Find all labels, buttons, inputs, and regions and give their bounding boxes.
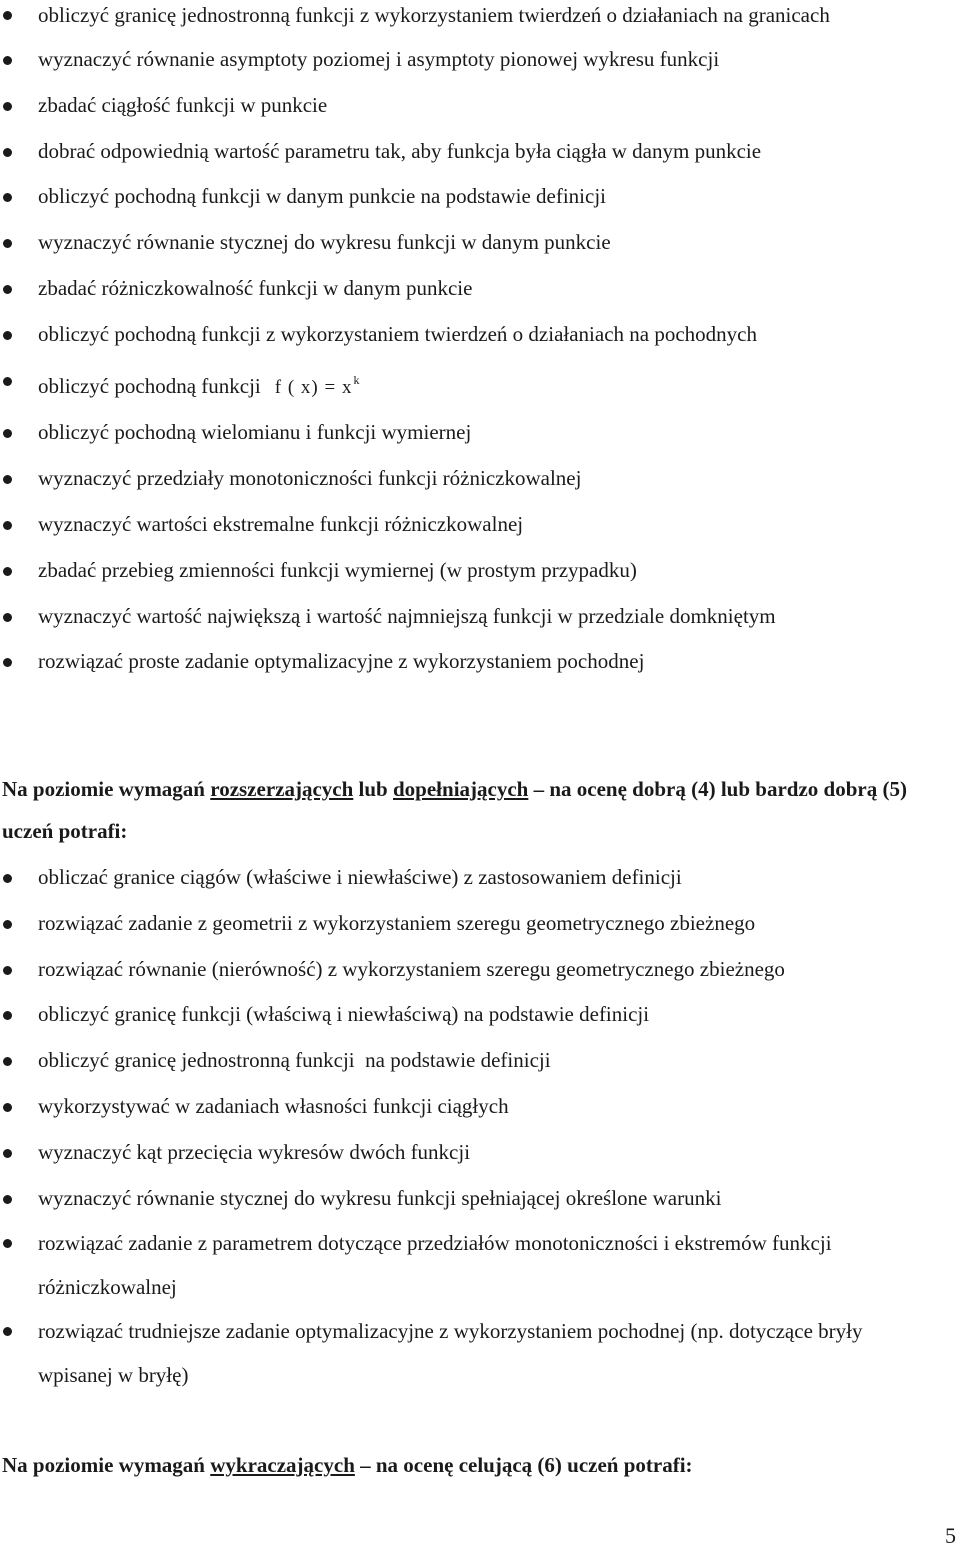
list-item-text: rozwiązać zadanie z geometrii z wykorzystaniem szeregu geometrycznego zbieżnego (38, 910, 756, 935)
list-item (0, 502, 960, 548)
list-item (0, 83, 960, 129)
heading-text: – na ocenę celującą (6) uczeń potrafi: (354, 1453, 693, 1477)
bullet-icon (3, 429, 12, 438)
list-item (0, 266, 960, 312)
list-item-text: obliczyć granicę funkcji (właściwą i niewłaściwą) na podstawie definicji (38, 1002, 650, 1027)
page-number: 5 (945, 1523, 956, 1548)
list-item-text: zbadać ciągłość funkcji w punkcie (38, 92, 328, 117)
list-item-text: zbadać różniczkowalność funkcji w danym punkcie (38, 275, 473, 300)
list-item (0, 129, 960, 175)
list-item-text: obliczyć pochodną funkcji (38, 373, 261, 398)
bullet-icon (3, 1327, 12, 1336)
section-heading-outstanding (2, 1444, 952, 1486)
heading-text: – na ocenę dobrą (4) lub bardzo dobrą (5) uczeń potrafi: (2, 777, 907, 843)
list-item-text: obliczyć pochodną wielomianu i funkcji wymiernej (38, 420, 472, 445)
list-item (0, 855, 960, 901)
list-item (0, 1176, 960, 1222)
formula-exponent: k (353, 372, 361, 387)
list-item-text: obliczyć granicę jednostronną funkcji z wykorzystaniem twierdzeń o działaniach na granicach (38, 3, 830, 27)
heading-text: lub (353, 777, 393, 801)
list-item-text: rozwiązać trudniejsze zadanie optymalizacyjne z wykorzystaniem pochodnej (np. dotyczące bryły wpisanej w bryłę) (38, 1319, 863, 1388)
bullet-icon (3, 11, 12, 20)
requirements-list-extended (0, 855, 960, 1397)
bullet-icon (3, 56, 12, 65)
heading-text: Na poziomie wymagań (2, 777, 211, 801)
heading-underlined-term: dopełniających (393, 777, 529, 801)
bullet-icon (3, 1103, 12, 1112)
bullet-icon (3, 874, 12, 883)
list-item (0, 37, 960, 83)
bullet-icon (3, 377, 12, 386)
bullet-icon (3, 521, 12, 530)
bullet-icon (3, 567, 12, 576)
list-item (0, 0, 960, 37)
list-item (0, 992, 960, 1038)
list-item-text: wyznaczyć równanie stycznej do wykresu funkcji spełniającej określone warunki (38, 1185, 722, 1210)
bullet-icon (3, 285, 12, 294)
formula-base: f ( x) = x (274, 376, 353, 398)
list-item-text: wykorzystywać w zadaniach własności funkcji ciągłych (38, 1093, 509, 1118)
list-item (0, 358, 960, 411)
bullet-icon (3, 1057, 12, 1066)
list-item-text: wyznaczyć kąt przecięcia wykresów dwóch funkcji (38, 1139, 471, 1164)
list-item-text: obliczyć pochodną funkcji z wykorzystaniem twierdzeń o działaniach na pochodnych (38, 321, 757, 346)
list-item-text: rozwiązać zadanie z parametrem dotyczące przedziałów monotoniczności i ekstremów funkcji różniczkowalnej (38, 1231, 832, 1300)
list-item (0, 312, 960, 358)
list-item (0, 1130, 960, 1176)
bullet-icon (3, 148, 12, 157)
list-item (0, 410, 960, 456)
bullet-icon (3, 1239, 12, 1248)
list-item (0, 947, 960, 993)
bullet-icon (3, 331, 12, 340)
list-item (0, 1221, 960, 1309)
bullet-icon (3, 613, 12, 622)
list-item-text: rozwiązać proste zadanie optymalizacyjne z wykorzystaniem pochodnej (38, 649, 645, 674)
bullet-icon (3, 193, 12, 202)
list-item (0, 594, 960, 640)
list-item-text: wyznaczyć wartości ekstremalne funkcji różniczkowalnej (38, 511, 524, 536)
section-heading-extended (2, 768, 952, 852)
bullet-icon (3, 658, 12, 667)
list-item-text: obliczać granice ciągów (właściwe i niewłaściwe) z zastosowaniem definicji (38, 865, 682, 889)
list-item-text: zbadać przebieg zmienności funkcji wymiernej (w prostym przypadku) (38, 557, 637, 582)
list-item-text: obliczyć granicę jednostronną funkcji na podstawie definicji (38, 1048, 551, 1073)
list-item (0, 901, 960, 947)
heading-text: Na poziomie wymagań (2, 1453, 211, 1477)
bullet-icon (3, 1149, 12, 1158)
list-item (0, 1309, 960, 1397)
list-item-text: rozwiązać równanie (nierówność) z wykorzystaniem szeregu geometrycznego zbieżnego (38, 956, 785, 981)
formula-f-x-power-k (274, 372, 361, 398)
list-item (0, 1038, 960, 1084)
list-item (0, 548, 960, 594)
heading-underlined-term: wykraczających (210, 1453, 355, 1477)
bullet-icon (3, 966, 12, 975)
list-item-text: dobrać odpowiednią wartość parametru tak, aby funkcja była ciągła w danym punkcie (38, 138, 762, 163)
bullet-icon (3, 239, 12, 248)
list-item-text: wyznaczyć wartość największą i wartość najmniejszą funkcji w przedziale domkniętym (38, 603, 776, 628)
heading-underlined-term: rozszerzających (210, 777, 354, 801)
bullet-icon (3, 475, 12, 484)
list-item (0, 174, 960, 220)
list-item-text: wyznaczyć równanie asymptoty poziomej i asymptoty pionowej wykresu funkcji (38, 47, 720, 71)
bullet-icon (3, 1195, 12, 1204)
list-item (0, 639, 960, 685)
list-item-text: wyznaczyć równanie stycznej do wykresu funkcji w danym punkcie (38, 230, 611, 255)
list-item (0, 456, 960, 502)
list-item-text: obliczyć pochodną funkcji w danym punkcie na podstawie definicji (38, 184, 606, 209)
bullet-icon (3, 1011, 12, 1020)
list-item-text: wyznaczyć przedziały monotoniczności funkcji różniczkowalnej (38, 466, 582, 491)
bullet-icon (3, 102, 12, 111)
list-item (0, 1084, 960, 1130)
bullet-icon (3, 920, 12, 929)
list-item (0, 220, 960, 266)
requirements-list-basic (0, 0, 960, 685)
